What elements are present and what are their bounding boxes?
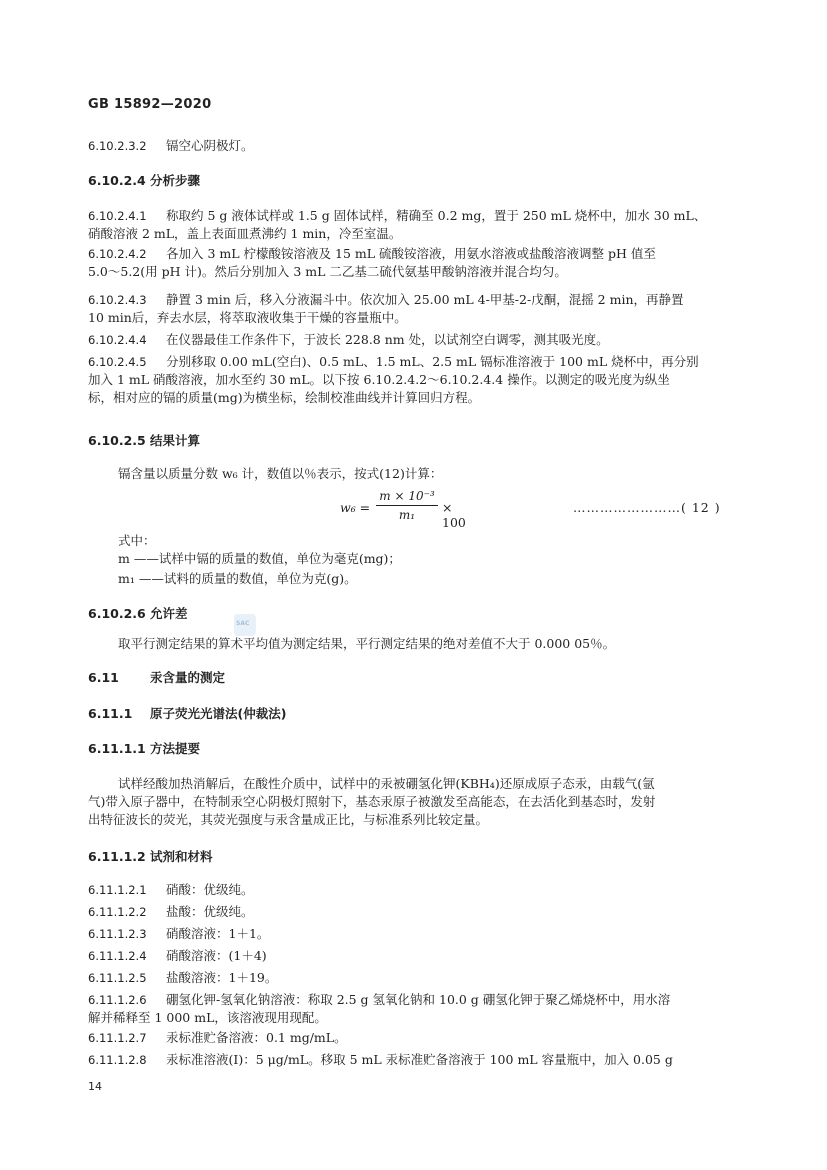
line-text: 镉含量以质量分数 w₆ 计，数值以％表示，按式(12)计算： (118, 466, 443, 481)
formula-rhs: × 100 (442, 500, 466, 530)
fraction-bar (376, 505, 438, 506)
heading-text: 汞含量的测定 (150, 670, 226, 685)
clause-number: 6.11.1.2.3 (88, 927, 147, 941)
clause-number: 6.10.2.4.5 (88, 355, 147, 369)
standard-number: GB 15892—2020 (88, 97, 212, 112)
line-text: 5.0～5.2(用 pH 计)。然后分别加入 3 mL 二乙基二硫代氨基甲酸钠溶液并混合均匀。 (88, 264, 567, 279)
text-line (88, 882, 738, 898)
line-text: 各加入 3 mL 柠檬酸铵溶液及 15 mL 硫酸铵溶液，用氨水溶液或盐酸溶液调整 pH 值至 (166, 246, 656, 261)
line-text: 分别移取 0.00 mL(空白)、0.5 mL、1.5 mL、2.5 mL 镉标准溶液于 100 mL 烧杯中，再分别 (166, 354, 699, 369)
formula-denominator: m₁ (398, 508, 416, 522)
line-text: m ——试样中镉的质量的数值，单位为毫克(mg)； (118, 551, 401, 566)
clause-number: 6.10.2.4.2 (88, 247, 147, 261)
line-text: 标，相对应的镉的质量(mg)为横坐标，绘制校准曲线并计算回归方程。 (88, 390, 481, 405)
text-line (88, 208, 738, 224)
section-heading (88, 741, 738, 757)
clause-number: 6.11.1.2.8 (88, 1053, 147, 1067)
line-text: 称取约 5 g 液体试样或 1.5 g 固体试样，精确至 0.2 mg，置于 250 mL 烧杯中，加水 30 mL、 (166, 208, 707, 223)
heading-text: 方法提要 (150, 741, 201, 756)
text-line (88, 354, 738, 370)
text-line (88, 794, 738, 810)
heading-text: 原子荧光光谱法(仲裁法) (150, 706, 287, 721)
clause-number: 6.11.1.2.5 (88, 971, 147, 985)
line-text: 式中： (118, 533, 156, 548)
clause-number: 6.11.1.2.4 (88, 949, 147, 963)
line-text: 硝酸溶液 2 mL，盖上表面皿煮沸约 1 min，冷至室温。 (88, 226, 402, 241)
text-line (118, 636, 768, 652)
text-line (88, 138, 738, 154)
line-text: 汞标准贮备溶液：0.1 mg/mL。 (166, 1030, 347, 1045)
text-line (118, 776, 768, 792)
clause-number: 6.10.2.3.2 (88, 139, 147, 153)
heading-text: 结果计算 (150, 433, 201, 448)
text-line (88, 310, 738, 326)
section-heading (88, 433, 738, 449)
text-line (88, 246, 738, 262)
clause-number: 6.11.1.2.2 (88, 905, 147, 919)
line-text: 静置 3 min 后，移入分液漏斗中。依次加入 25.00 mL 4-甲基-2-戊酮，混摇 2 min，再静置 (166, 292, 684, 307)
formula-numerator: m × 10⁻³ (379, 489, 435, 503)
text-line (88, 1052, 738, 1068)
text-line (88, 948, 738, 964)
line-text: 硝酸溶液：(1＋4) (166, 948, 267, 963)
section-heading (88, 849, 738, 865)
text-line (88, 812, 738, 828)
text-line (118, 571, 768, 587)
clause-number: 6.11.1.2.7 (88, 1031, 147, 1045)
line-text: 盐酸溶液：1＋19。 (166, 970, 278, 985)
text-line (88, 1010, 738, 1026)
text-line (88, 926, 738, 942)
text-line (118, 533, 768, 549)
section-heading (88, 706, 738, 722)
text-line (88, 992, 738, 1008)
line-text: 盐酸：优级纯。 (166, 904, 254, 919)
line-text: 出特征波长的荧光，其荧光强度与汞含量成正比，与标准系列比较定量。 (88, 812, 489, 827)
clause-number: 6.11.1.2 (88, 849, 146, 864)
clause-number: 6.10.2.4 (88, 173, 146, 188)
line-text: 10 min后，弃去水层，将萃取液收集于干燥的容量瓶中。 (88, 310, 407, 325)
line-text: m₁ ——试料的质量的数值，单位为克(g)。 (118, 571, 357, 586)
equation-number: ……………………( 12 ) (573, 500, 721, 515)
text-line (118, 466, 768, 482)
line-text: 解并稀释至 1 000 mL，该溶液现用现配。 (88, 1010, 327, 1025)
heading-text: 试剂和材料 (150, 849, 213, 864)
text-line (88, 390, 738, 406)
clause-number: 6.10.2.6 (88, 606, 146, 621)
clause-number: 6.10.2.4.4 (88, 333, 147, 347)
line-text: 镉空心阴极灯。 (166, 138, 254, 153)
heading-text: 允许差 (150, 606, 188, 621)
text-line (88, 264, 738, 280)
sac-watermark-logo (234, 614, 256, 636)
section-heading (88, 670, 738, 686)
formula-lhs: w₆ = (340, 500, 371, 515)
watermark-text: SAC (236, 620, 250, 627)
page-number: 14 (88, 1080, 102, 1093)
text-line (88, 904, 738, 920)
heading-text: 分析步骤 (150, 173, 201, 188)
text-line (88, 1030, 738, 1046)
line-text: 取平行测定结果的算术平均值为测定结果，平行测定结果的绝对差值不大于 0.000 05％。 (118, 636, 616, 651)
clause-number: 6.11.1.1 (88, 741, 146, 756)
text-line (88, 226, 738, 242)
clause-number: 6.10.2.5 (88, 433, 146, 448)
clause-number: 6.11.1 (88, 706, 133, 721)
text-line (118, 551, 768, 567)
line-text: 气)带入原子器中，在特制汞空心阴极灯照射下，基态汞原子被激发至高能态，在去活化到基态时，发射 (88, 794, 656, 809)
text-line (88, 292, 738, 308)
section-heading (88, 606, 738, 622)
formula-fraction (376, 488, 438, 523)
clause-number: 6.11.1.2.1 (88, 883, 147, 897)
section-heading (88, 173, 738, 189)
line-text: 硝酸溶液：1＋1。 (166, 926, 270, 941)
line-text: 硝酸：优级纯。 (166, 882, 254, 897)
line-text: 在仪器最佳工作条件下，于波长 228.8 nm 处，以试剂空白调零，测其吸光度。 (166, 332, 609, 347)
line-text: 硼氢化钾-氢氧化钠溶液：称取 2.5 g 氢氧化钠和 10.0 g 硼氢化钾于聚乙烯烧杯中，用水溶 (166, 992, 671, 1007)
clause-number: 6.10.2.4.1 (88, 209, 147, 223)
line-text: 汞标准溶液(Ⅰ)：5 μg/mL。移取 5 mL 汞标准贮备溶液于 100 mL 容量瓶中，加入 0.05 g (166, 1052, 673, 1067)
text-line (88, 372, 738, 388)
clause-number: 6.11.1.2.6 (88, 993, 147, 1007)
clause-number: 6.10.2.4.3 (88, 293, 147, 307)
formula-12 (340, 488, 480, 528)
line-text: 加入 1 mL 硝酸溶液，加水至约 30 mL。以下按 6.10.2.4.2～6.10.2.4.4 操作。以测定的吸光度为纵坐 (88, 372, 670, 387)
line-text: 试样经酸加热消解后，在酸性介质中，试样中的汞被硼氢化钾(KBH₄)还原成原子态汞，由载气(氩 (118, 776, 655, 791)
text-line (88, 970, 738, 986)
clause-number: 6.11 (88, 670, 119, 685)
text-line (88, 332, 738, 348)
